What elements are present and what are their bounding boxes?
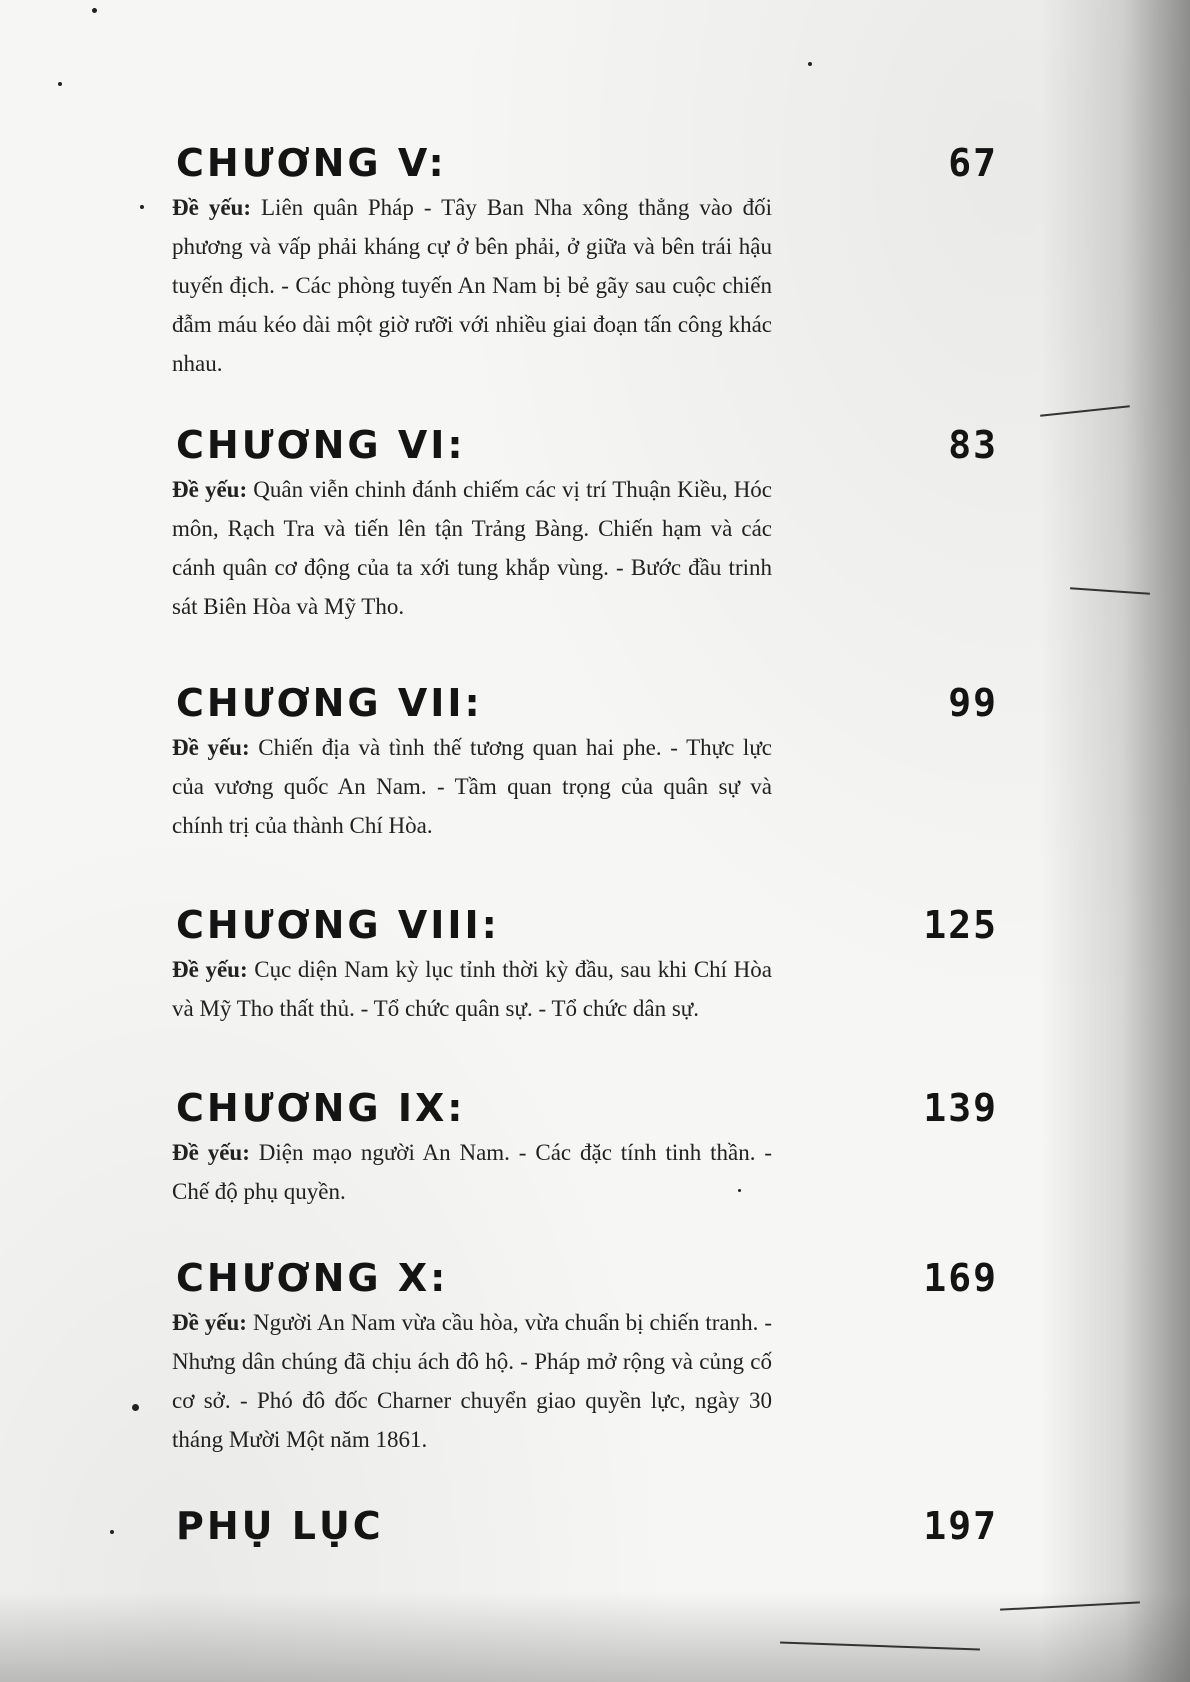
chapter-row xyxy=(172,422,998,468)
toc-entry xyxy=(172,680,998,845)
summary-lead: Đề yếu: xyxy=(172,1310,247,1335)
summary-lead: Đề yếu: xyxy=(172,957,248,982)
summary-lead: Đề yếu: xyxy=(172,195,251,220)
chapter-row xyxy=(172,1085,998,1131)
chapter-title: CHƯƠNG VIII: xyxy=(176,903,500,947)
toc-entry xyxy=(172,1255,998,1459)
summary-text: Cục diện Nam kỳ lục tỉnh thời kỳ đầu, sau khi Chí Hòa và Mỹ Tho thất thủ. - Tổ chức quân sự. - Tổ chức dân sự. xyxy=(172,957,772,1021)
chapter-title: CHƯƠNG IX: xyxy=(176,1086,466,1130)
chapter-title: CHƯƠNG VI: xyxy=(176,423,466,467)
chapter-title: CHƯƠNG V: xyxy=(176,141,447,185)
chapter-row xyxy=(172,1255,998,1301)
toc-entry xyxy=(172,902,998,1028)
chapter-summary xyxy=(172,728,772,845)
page-shadow-bottom xyxy=(0,1592,1190,1682)
toc-entry xyxy=(172,140,998,383)
summary-lead: Đề yếu: xyxy=(172,477,248,502)
chapter-row xyxy=(172,1503,998,1549)
chapter-summary xyxy=(172,470,772,626)
summary-text: Liên quân Pháp - Tây Ban Nha xông thẳng vào đối phương và vấp phải kháng cự ở bên phải, ở giữa và bên trái hậu tuyến địch. - Các phòng tuyến An Nam bị bẻ gãy sau cuộc chiến đẫm máu kéo dài một giờ rưỡi với nhiều giai đoạn tấn công khác nhau. xyxy=(172,195,772,376)
chapter-summary xyxy=(172,950,772,1028)
page-number: 139 xyxy=(923,1086,998,1130)
toc-entry xyxy=(172,1503,998,1549)
chapter-row xyxy=(172,902,998,948)
speck xyxy=(132,1404,139,1411)
summary-text: Quân viễn chinh đánh chiếm các vị trí Thuận Kiều, Hóc môn, Rạch Tra và tiến lên tận Trảng Bàng. Chiến hạm và các cánh quân cơ động của ta xới tung khắp vùng. - Bước đầu trinh sát Biên Hòa và Mỹ Tho. xyxy=(172,477,773,619)
speck xyxy=(58,82,62,86)
toc-entry xyxy=(172,422,998,626)
page-number: 169 xyxy=(923,1256,998,1300)
page-number: 125 xyxy=(923,903,998,947)
chapter-row xyxy=(172,680,998,726)
summary-lead: Đề yếu: xyxy=(172,1140,250,1165)
page-number: 83 xyxy=(948,423,998,467)
chapter-title: CHƯƠNG X: xyxy=(176,1256,449,1300)
summary-lead: Đề yếu: xyxy=(172,735,250,760)
speck xyxy=(92,8,97,13)
appendix-title: PHỤ LỤC xyxy=(176,1504,384,1548)
page-number: 99 xyxy=(948,681,998,725)
page-number: 67 xyxy=(948,141,998,185)
speck xyxy=(110,1530,114,1534)
chapter-summary xyxy=(172,1303,772,1459)
summary-text: Chiến địa và tình thế tương quan hai phe. - Thực lực của vương quốc An Nam. - Tầm quan trọng của quân sự và chính trị của thành Chí Hòa. xyxy=(172,735,772,838)
page-number: 197 xyxy=(923,1504,998,1548)
chapter-row xyxy=(172,140,998,186)
chapter-summary xyxy=(172,188,772,383)
page-shadow-right xyxy=(1040,0,1190,1682)
toc-entry xyxy=(172,1085,998,1211)
chapter-summary xyxy=(172,1133,772,1211)
speck xyxy=(140,205,144,209)
chapter-title: CHƯƠNG VII: xyxy=(176,681,483,725)
summary-text: Diện mạo người An Nam. - Các đặc tính tinh thần. - Chế độ phụ quyền. xyxy=(172,1140,773,1204)
speck xyxy=(808,62,812,66)
summary-text: Người An Nam vừa cầu hòa, vừa chuẩn bị chiến tranh. - Nhưng dân chúng đã chịu ách đô hộ. - Pháp mở rộng và củng cố cơ sở. - Phó đô đốc Charner chuyển giao quyền lực, ngày 30 tháng Mười Một năm 1861. xyxy=(172,1310,773,1452)
